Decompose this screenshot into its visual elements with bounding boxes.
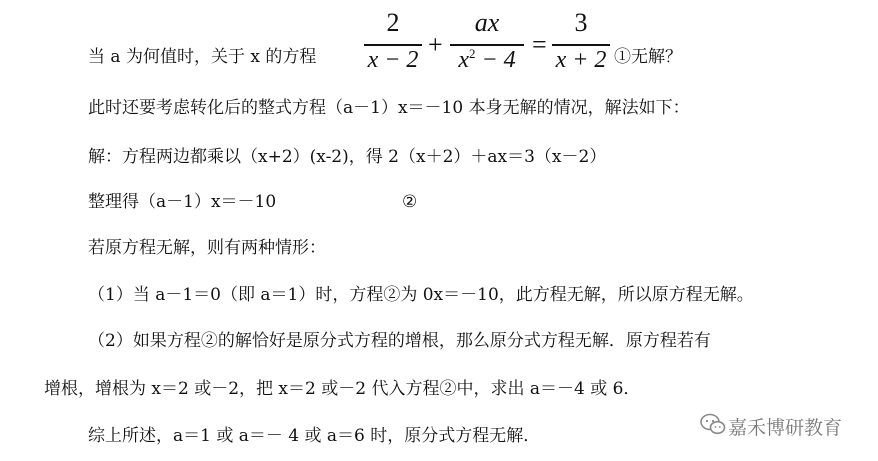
equation-marker-2: ② (402, 192, 418, 212)
text-line-2: 解：方程两边都乘以（x+2）(x-2)，得 2（x＋2）＋ax＝3（x－2） (88, 147, 607, 167)
fraction-1 (364, 10, 422, 74)
text-line-8: 综上所述，a＝1 或 a＝－ 4 或 a＝6 时，原分式方程无解． (88, 426, 541, 446)
text-line-5: （1）当 a－1＝0（即 a＝1）时，方程②为 0x＝－10，此方程无解，所以原方程无解。 (88, 285, 754, 305)
fraction-1-bar (364, 44, 422, 46)
wechat-icon (700, 413, 726, 437)
fraction-3 (552, 10, 610, 74)
text-line-7: 增根，增根为 x＝2 或－2，把 x＝2 或－2 代入方程②中，求出 a＝－4 或 6． (44, 379, 641, 399)
question-equation (88, 10, 808, 74)
question-suffix: ①无解？ (614, 47, 682, 67)
fraction-2-bar (450, 44, 524, 46)
question-prefix: 当 a 为何值时，关于 x 的方程 (88, 47, 317, 67)
plus-sign: + (428, 30, 443, 59)
fraction-2-denominator: $x^2 - 4$ (458, 46, 516, 73)
fraction-3-numerator: 3 (574, 8, 588, 37)
fraction-1-numerator: 2 (386, 8, 400, 37)
fraction-1-denominator: x − 2 (367, 47, 419, 73)
text-line-1: 此时还要考虑转化后的整式方程（a－1）x＝－10 本身无解的情况，解法如下： (88, 98, 690, 118)
fraction-3-denominator: x + 2 (555, 47, 607, 73)
equals-sign: = (532, 30, 547, 59)
fraction-3-bar (552, 44, 610, 46)
fraction-2-numerator: ax (474, 8, 500, 37)
fraction-2 (450, 10, 524, 74)
text-line-4: 若原方程无解，则有两种情形： (88, 238, 326, 258)
watermark-text: 嘉禾博研教育 (728, 417, 843, 439)
text-line-3: 整理得（a－1）x＝－10 (88, 192, 277, 212)
text-line-6: （2）如果方程②的解恰好是原分式方程的增根，那么原分式方程无解．原方程若有 (88, 331, 711, 351)
